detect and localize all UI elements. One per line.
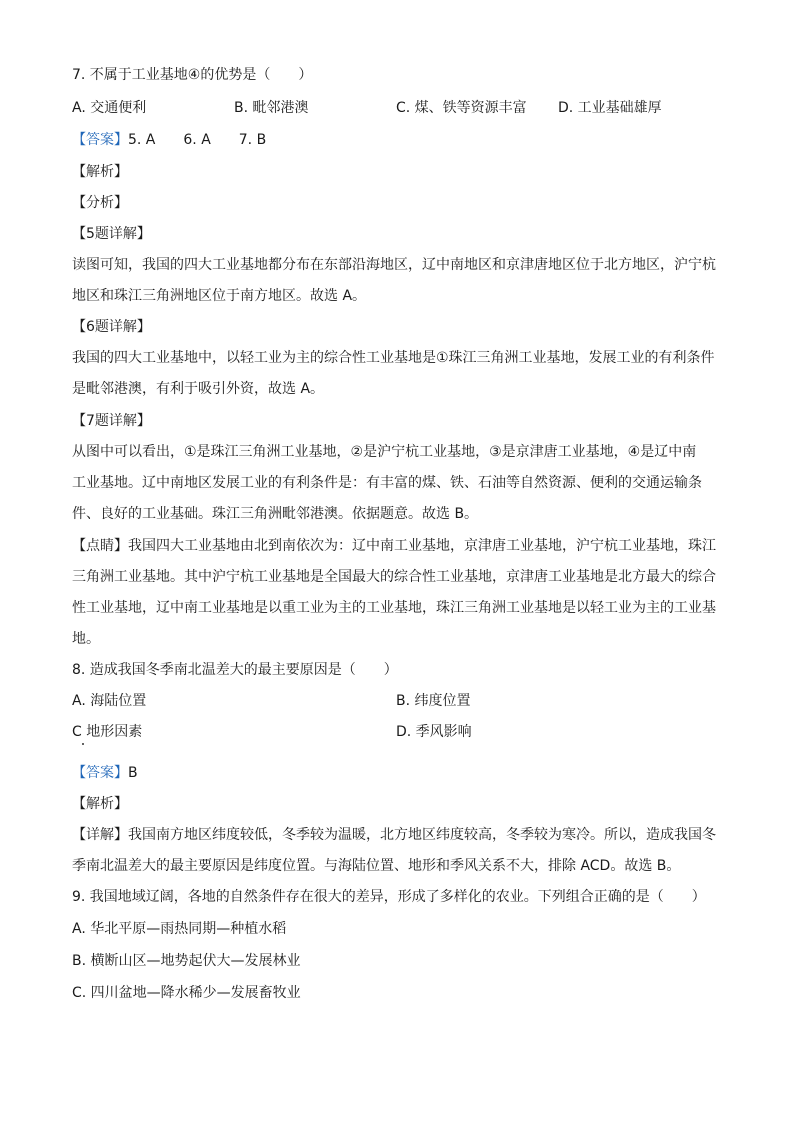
q8-option-a: A. 海陆位置 [72, 693, 147, 709]
answer-5-7 [72, 129, 722, 151]
detail-5-line-2: 地区和珠江三角洲地区位于南方地区。故选 A。 [72, 288, 367, 304]
q7-option-d: D. 工业基础雄厚 [558, 100, 662, 116]
detail-6-line-1: 我国的四大工业基地中，以轻工业为主的综合性工业基地是①珠江三角洲工业基地，发展工业的有利条件 [72, 350, 715, 366]
dianjing-line-4: 地。 [72, 631, 100, 647]
detail-6-tag: 【6题详解】 [72, 319, 151, 335]
q7-option-b: B. 毗邻港澳 [234, 100, 309, 116]
q9-option-c: C. 四川盆地—降水稀少—发展畜牧业 [72, 985, 301, 1001]
detail-5-line-1: 读图可知，我国的四大工业基地都分布在东部沿海地区，辽中南地区和京津唐地区位于北方地区，沪宁杭 [72, 257, 716, 273]
dianjing-first: 我国四大工业基地由北到南依次为：辽中南工业基地，京津唐工业基地，沪宁杭工业基地，珠江 [128, 538, 716, 554]
answer-8-tag: 【答案】 [72, 765, 128, 781]
detail-8-first: 我国南方地区纬度较低，冬季较为温暖，北方地区纬度较高，冬季较为寒冷。所以，造成我国冬 [128, 827, 716, 843]
detail-8-tag: 【详解】 [72, 827, 128, 843]
detail-8-line-2: 季南北温差大的最主要原因是纬度位置。与海陆位置、地形和季风关系不大，排除 ACD。故选 B。 [72, 858, 681, 874]
q8-stem: 8. 造成我国冬季南北温差大的最主要原因是（ ） [72, 662, 398, 678]
detail-5-tag: 【5题详解】 [72, 226, 151, 242]
answer-text: 5. A 6. A 7. B [128, 132, 267, 148]
q7-stem: 7. 不属于工业基地④的优势是（ ） [72, 67, 313, 83]
q8-option-c: C 地形因素 [72, 724, 143, 740]
dianjing-tag: 【点睛】 [72, 538, 128, 554]
q9-option-a: A. 华北平原—雨热同期—种植水稻 [72, 921, 287, 937]
q7-option-a: A. 交通便利 [72, 100, 147, 116]
q8-option-d: D. 季风影响 [396, 724, 472, 740]
detail-6-line-2: 是毗邻港澳，有利于吸引外资，故选 A。 [72, 381, 325, 397]
detail-7-line-1: 从图中可以看出，①是珠江三角洲工业基地，②是沪宁杭工业基地，③是京津唐工业基地，④是辽中南 [72, 444, 697, 460]
detail-7-line-2: 工业基地。辽中南地区发展工业的有利条件是：有丰富的煤、铁、石油等自然资源、便利的交通运输条 [72, 475, 702, 491]
dianjing-line-2: 三角洲工业基地。其中沪宁杭工业基地是全国最大的综合性工业基地，京津唐工业基地是北方最大的综合 [72, 569, 716, 585]
answer-tag: 【答案】 [72, 132, 128, 148]
detail-8-line-1 [72, 824, 722, 846]
q8-option-b: B. 纬度位置 [396, 693, 471, 709]
analysis-tag: 【解析】 [72, 164, 128, 180]
stray-dot [82, 743, 84, 745]
dianjing-line-1 [72, 535, 722, 557]
answer-8 [72, 762, 722, 784]
dianjing-line-3: 性工业基地，辽中南工业基地是以重工业为主的工业基地，珠江三角洲工业基地是以轻工业为主的工业基 [72, 600, 716, 616]
q9-stem: 9. 我国地域辽阔，各地的自然条件存在很大的差异，形成了多样化的农业。下列组合正确的是（ ） [72, 889, 706, 905]
analysis-8-tag: 【解析】 [72, 796, 128, 812]
fenxi-tag: 【分析】 [72, 195, 128, 211]
q9-option-b: B. 横断山区—地势起伏大—发展林业 [72, 953, 301, 969]
detail-7-tag: 【7题详解】 [72, 413, 151, 429]
q7-option-c: C. 煤、铁等资源丰富 [396, 100, 527, 116]
answer-8-text: B [128, 765, 138, 781]
detail-7-line-3: 件、良好的工业基础。珠江三角洲毗邻港澳。依据题意。故选 B。 [72, 506, 479, 522]
